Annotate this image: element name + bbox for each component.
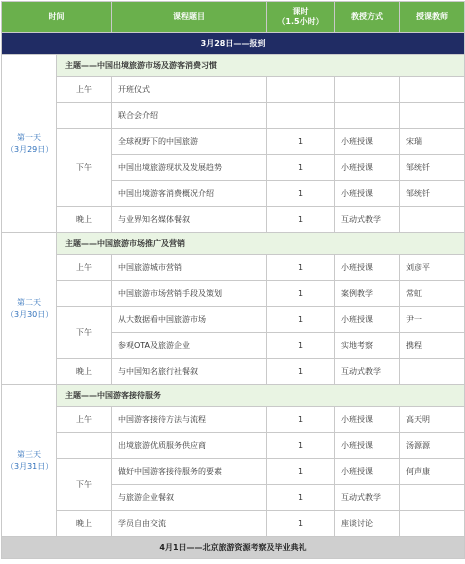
day2-label-cell xyxy=(2,233,57,385)
hours-cell xyxy=(267,77,335,103)
header-hours-line2: （1.5小时） xyxy=(277,17,324,26)
teacher-cell: 尹一 xyxy=(400,307,465,333)
method-cell: 实地考察 xyxy=(335,333,400,359)
time-cell-empty xyxy=(57,103,112,129)
day1-label-cell xyxy=(2,55,57,233)
hours-cell: 1 xyxy=(267,359,335,385)
day2-morning: 上午 xyxy=(57,255,112,281)
day3-label: 第三天 xyxy=(17,449,41,459)
table-row xyxy=(2,281,465,307)
table-row xyxy=(2,511,465,537)
method-cell: 小班授课 xyxy=(335,155,400,181)
method-cell: 互动式教学 xyxy=(335,485,400,511)
hours-cell: 1 xyxy=(267,281,335,307)
teacher-cell xyxy=(400,103,465,129)
method-cell: 小班授课 xyxy=(335,129,400,155)
topic-cell: 从大数据看中国旅游市场 xyxy=(112,307,267,333)
topic-cell: 与中国知名旅行社餐叙 xyxy=(112,359,267,385)
method-cell: 小班授课 xyxy=(335,181,400,207)
day3-label-cell xyxy=(2,385,57,537)
topic-cell: 联合会介绍 xyxy=(112,103,267,129)
header-method: 教授方式 xyxy=(335,2,400,33)
time-cell-empty xyxy=(57,281,112,307)
teacher-cell xyxy=(400,77,465,103)
teacher-cell: 携程 xyxy=(400,333,465,359)
method-cell: 小班授课 xyxy=(335,255,400,281)
topic-cell: 学员自由交流 xyxy=(112,511,267,537)
day2-evening: 晚上 xyxy=(57,359,112,385)
method-cell: 案例教学 xyxy=(335,281,400,307)
hours-cell: 1 xyxy=(267,255,335,281)
table-row xyxy=(2,207,465,233)
table-row xyxy=(2,459,465,485)
teacher-cell xyxy=(400,359,465,385)
hours-cell: 1 xyxy=(267,307,335,333)
day3-morning: 上午 xyxy=(57,407,112,433)
teacher-cell: 汤源源 xyxy=(400,433,465,459)
table-row xyxy=(2,433,465,459)
method-cell xyxy=(335,77,400,103)
hours-cell: 1 xyxy=(267,485,335,511)
hours-cell: 1 xyxy=(267,433,335,459)
teacher-cell xyxy=(400,207,465,233)
hours-cell: 1 xyxy=(267,155,335,181)
day1-theme: 主题——中国出境旅游市场及游客消费习惯 xyxy=(57,55,465,77)
teacher-cell xyxy=(400,511,465,537)
arrival-banner: 3月28日——报到 xyxy=(2,33,465,55)
teacher-cell: 宋瑞 xyxy=(400,129,465,155)
topic-cell: 与业界知名媒体餐叙 xyxy=(112,207,267,233)
hours-cell xyxy=(267,103,335,129)
header-row xyxy=(2,2,465,33)
day2-label: 第二天 xyxy=(17,297,41,307)
table-row xyxy=(2,129,465,155)
teacher-cell: 常虹 xyxy=(400,281,465,307)
hours-cell: 1 xyxy=(267,207,335,233)
day2-date: （3月30日） xyxy=(6,309,54,319)
hours-cell: 1 xyxy=(267,511,335,537)
topic-cell: 中国旅游城市营销 xyxy=(112,255,267,281)
teacher-cell: 高天明 xyxy=(400,407,465,433)
topic-cell: 出境旅游优质服务供应商 xyxy=(112,433,267,459)
header-hours xyxy=(267,2,335,33)
day3-theme-row xyxy=(2,385,465,407)
topic-cell: 中国游客接待方法与流程 xyxy=(112,407,267,433)
day3-theme: 主题——中国游客接待服务 xyxy=(57,385,465,407)
method-cell: 小班授课 xyxy=(335,433,400,459)
day2-theme: 主题——中国旅游市场推广及营销 xyxy=(57,233,465,255)
time-cell-empty xyxy=(57,433,112,459)
day3-afternoon: 下午 xyxy=(57,459,112,511)
method-cell: 小班授课 xyxy=(335,307,400,333)
table-row xyxy=(2,407,465,433)
arrival-banner-row xyxy=(2,33,465,55)
day1-theme-row xyxy=(2,55,465,77)
method-cell xyxy=(335,103,400,129)
day2-afternoon: 下午 xyxy=(57,307,112,359)
topic-cell: 全球视野下的中国旅游 xyxy=(112,129,267,155)
day1-label: 第一天 xyxy=(17,132,41,142)
header-hours-line1: 课时 xyxy=(292,7,309,16)
hours-cell: 1 xyxy=(267,129,335,155)
hours-cell: 1 xyxy=(267,407,335,433)
table-row xyxy=(2,359,465,385)
table-row xyxy=(2,77,465,103)
header-topic: 课程题目 xyxy=(112,2,267,33)
day1-evening: 晚上 xyxy=(57,207,112,233)
teacher-cell: 邹统钎 xyxy=(400,181,465,207)
topic-cell: 开班仪式 xyxy=(112,77,267,103)
day1-morning: 上午 xyxy=(57,77,112,103)
teacher-cell xyxy=(400,485,465,511)
topic-cell: 中国旅游市场营销手段及策划 xyxy=(112,281,267,307)
teacher-cell: 刘彦平 xyxy=(400,255,465,281)
hours-cell: 1 xyxy=(267,333,335,359)
topic-cell: 做好中国游客接待服务的要素 xyxy=(112,459,267,485)
method-cell: 小班授课 xyxy=(335,459,400,485)
table-row xyxy=(2,103,465,129)
method-cell: 互动式教学 xyxy=(335,359,400,385)
topic-cell: 中国出境游客消费概况介绍 xyxy=(112,181,267,207)
method-cell: 互动式教学 xyxy=(335,207,400,233)
table-row xyxy=(2,255,465,281)
table-row xyxy=(2,307,465,333)
hours-cell: 1 xyxy=(267,181,335,207)
closing-banner-row xyxy=(2,537,465,559)
header-time: 时间 xyxy=(2,2,112,33)
topic-cell: 中国出境旅游现状及发展趋势 xyxy=(112,155,267,181)
schedule-table xyxy=(1,1,465,559)
topic-cell: 参观OTA及旅游企业 xyxy=(112,333,267,359)
closing-banner: 4月1日——北京旅游资源考察及毕业典礼 xyxy=(2,537,465,559)
header-teacher: 授课教师 xyxy=(400,2,465,33)
day3-date: （3月31日） xyxy=(6,461,54,471)
method-cell: 小班授课 xyxy=(335,407,400,433)
teacher-cell: 邹统钎 xyxy=(400,155,465,181)
hours-cell: 1 xyxy=(267,459,335,485)
method-cell: 座谈讨论 xyxy=(335,511,400,537)
topic-cell: 与旅游企业餐叙 xyxy=(112,485,267,511)
teacher-cell: 何声康 xyxy=(400,459,465,485)
day3-evening: 晚上 xyxy=(57,511,112,537)
day2-theme-row xyxy=(2,233,465,255)
day1-afternoon: 下午 xyxy=(57,129,112,207)
day1-date: （3月29日） xyxy=(6,144,54,154)
